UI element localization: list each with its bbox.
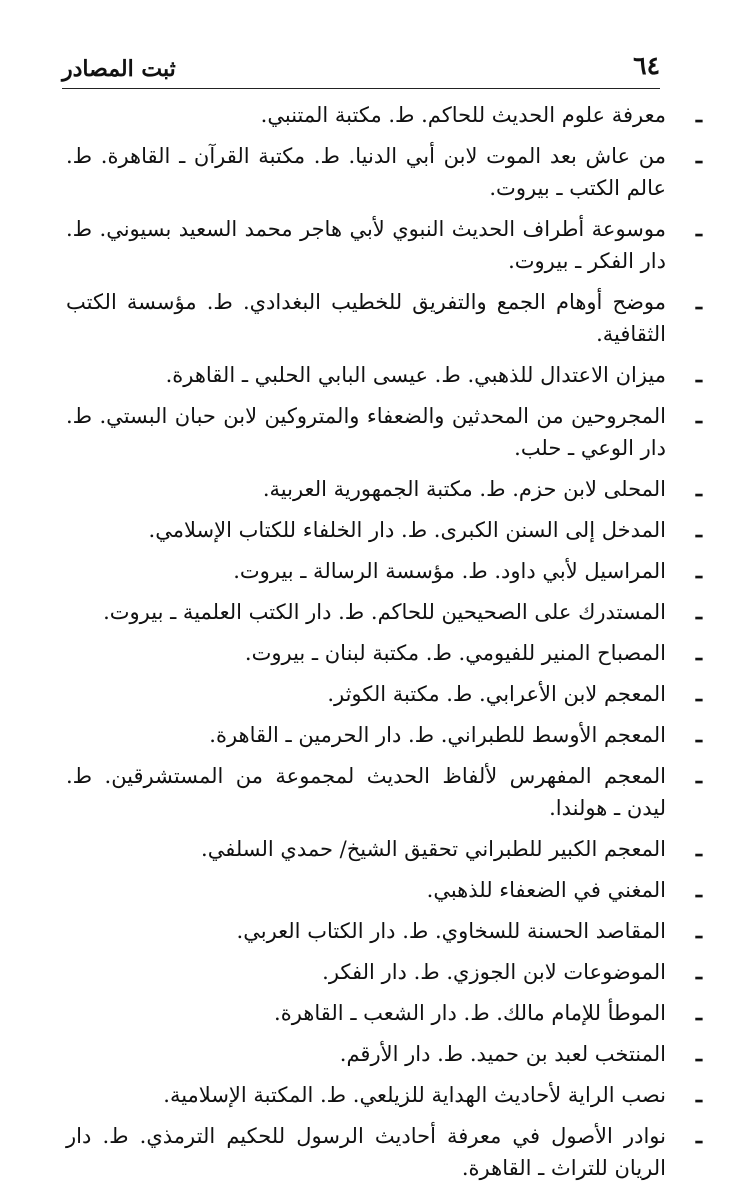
- entry-text: المحلى لابن حزم. ط. مكتبة الجمهورية العربية.: [262, 477, 666, 501]
- entry-text: المعجم الكبير للطبراني تحقيق الشيخ/ حمدي السلفي.: [201, 837, 666, 861]
- entry-text: المصباح المنير للفيومي. ط. مكتبة لبنان ـ بيروت.: [244, 641, 666, 665]
- bullet-dash: ـ: [695, 517, 702, 542]
- bullet-dash: ـ: [695, 1000, 702, 1025]
- entry-text: معرفة علوم الحديث للحاكم. ط. مكتبة المتنبي.: [260, 103, 666, 127]
- running-title: ثبت المصادر: [62, 56, 176, 82]
- bullet-dash: ـ: [695, 289, 702, 314]
- entry-text: المعجم الأوسط للطبراني. ط. دار الحرمين ـ القاهرة.: [209, 723, 666, 747]
- bullet-dash: ـ: [695, 1123, 702, 1148]
- bullet-dash: ـ: [695, 1041, 702, 1066]
- bibliography-entry: [66, 637, 702, 669]
- bullet-dash: ـ: [695, 362, 702, 387]
- entry-text: نصب الراية لأحاديث الهداية للزيلعي. ط. المكتبة الإسلامية.: [163, 1083, 666, 1107]
- bullet-dash: ـ: [695, 476, 702, 501]
- bullet-dash: ـ: [695, 640, 702, 665]
- bibliography-entry: [66, 1079, 702, 1111]
- entry-text: المراسيل لأبي داود. ط. مؤسسة الرسالة ـ بيروت.: [233, 559, 666, 583]
- page-header: [62, 48, 660, 89]
- bullet-dash: ـ: [695, 1082, 702, 1107]
- bibliography-entry: [66, 400, 702, 464]
- entry-text: ميزان الاعتدال للذهبي. ط. عيسى البابي الحلبي ـ القاهرة.: [165, 363, 666, 387]
- bibliography-entry: [66, 956, 702, 988]
- bullet-dash: ـ: [695, 722, 702, 747]
- bullet-dash: ـ: [695, 599, 702, 624]
- bullet-dash: ـ: [695, 143, 702, 168]
- bullet-dash: ـ: [695, 681, 702, 706]
- bibliography-entry: [66, 213, 702, 277]
- bullet-dash: ـ: [695, 959, 702, 984]
- bullet-dash: ـ: [695, 403, 702, 428]
- bullet-dash: ـ: [695, 836, 702, 861]
- bibliography-entry: [66, 286, 702, 350]
- entry-text: المعجم المفهرس لألفاظ الحديث لمجموعة من المستشرقين. ط. ليدن ـ هولندا.: [66, 764, 666, 820]
- bullet-dash: ـ: [695, 558, 702, 583]
- bibliography-entry: [66, 997, 702, 1029]
- entry-text: المنتخب لعبد بن حميد. ط. دار الأرقم.: [339, 1042, 666, 1066]
- bullet-dash: ـ: [695, 918, 702, 943]
- bullet-dash: ـ: [695, 763, 702, 788]
- entry-text: المعجم لابن الأعرابي. ط. مكتبة الكوثر.: [327, 682, 666, 706]
- entry-text: الموضوعات لابن الجوزي. ط. دار الفكر.: [322, 960, 666, 984]
- entry-text: الموطأ للإمام مالك. ط. دار الشعب ـ القاهرة.: [274, 1001, 666, 1025]
- entry-text: المستدرك على الصحيحين للحاكم. ط. دار الكتب العلمية ـ بيروت.: [103, 600, 666, 624]
- bibliography-entry: [66, 719, 702, 751]
- bibliography-list: [66, 99, 702, 1193]
- bibliography-entry: [66, 555, 702, 587]
- bibliography-entry: [66, 473, 702, 505]
- entry-text: المقاصد الحسنة للسخاوي. ط. دار الكتاب العربي.: [236, 919, 666, 943]
- bullet-dash: ـ: [695, 216, 702, 241]
- bibliography-entry: [66, 140, 702, 204]
- entry-text: المجروحين من المحدثين والضعفاء والمتروكين لابن حبان البستي. ط. دار الوعي ـ حلب.: [66, 404, 666, 460]
- bibliography-entry: [66, 99, 702, 131]
- bibliography-entry: [66, 514, 702, 546]
- bibliography-entry: [66, 915, 702, 947]
- bibliography-entry: [66, 874, 702, 906]
- bullet-dash: ـ: [695, 102, 702, 127]
- entry-text: المغني في الضعفاء للذهبي.: [426, 878, 666, 902]
- entry-text: من عاش بعد الموت لابن أبي الدنيا. ط. مكتبة القرآن ـ القاهرة. ط. عالم الكتب ـ بيروت.: [66, 144, 666, 200]
- entry-text: نوادر الأصول في معرفة أحاديث الرسول للحكيم الترمذي. ط. دار الريان للتراث ـ القاهرة.: [66, 1124, 666, 1180]
- bibliography-entry: [66, 760, 702, 824]
- bibliography-entry: [66, 596, 702, 628]
- entry-text: موضح أوهام الجمع والتفريق للخطيب البغدادي. ط. مؤسسة الكتب الثقافية.: [66, 290, 666, 346]
- bibliography-entry: [66, 678, 702, 710]
- entry-text: موسوعة أطراف الحديث النبوي لأبي هاجر محمد السعيد بسيوني. ط. دار الفكر ـ بيروت.: [66, 217, 666, 273]
- bibliography-entry: [66, 359, 702, 391]
- bullet-dash: ـ: [695, 877, 702, 902]
- bibliography-entry: [66, 1038, 702, 1070]
- bibliography-entry: [66, 1120, 702, 1184]
- entry-text: المدخل إلى السنن الكبرى. ط. دار الخلفاء للكتاب الإسلامي.: [148, 518, 666, 542]
- bibliography-entry: [66, 833, 702, 865]
- page-number: ٦٤: [633, 51, 660, 80]
